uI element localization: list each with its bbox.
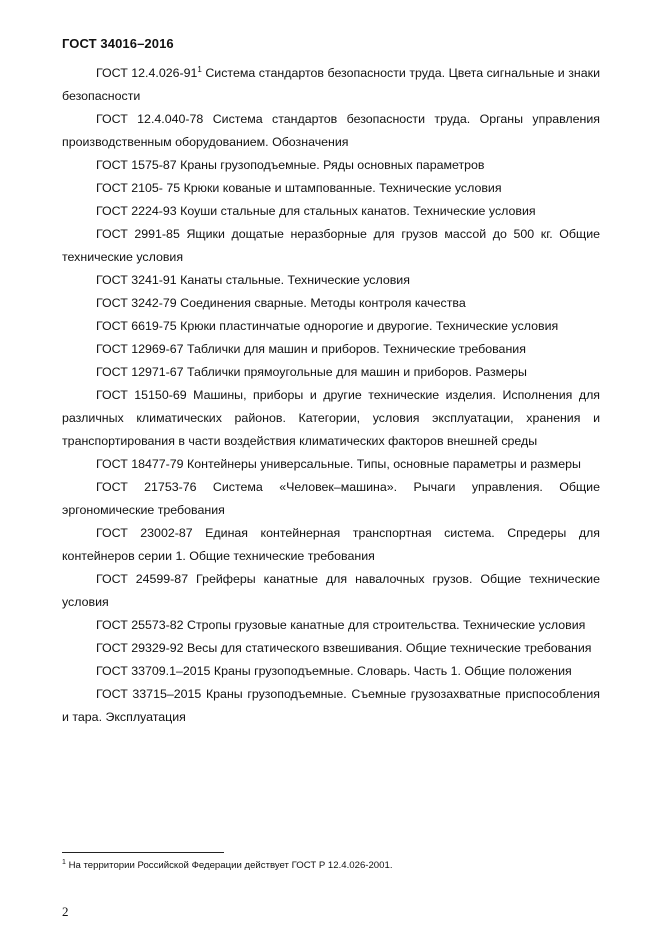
reference-title: Контейнеры универсальные. Типы, основные параметры и размеры — [183, 457, 581, 471]
reference-code: ГОСТ 12969-67 — [96, 342, 184, 356]
reference-code: ГОСТ 25573-82 — [96, 618, 184, 632]
reference-code: ГОСТ 24599-87 — [96, 572, 189, 586]
reference-item — [62, 637, 600, 660]
reference-item — [62, 476, 600, 522]
reference-title: Краны грузоподъемные. Словарь. Часть 1. Общие положения — [210, 664, 572, 678]
reference-code: ГОСТ 3242-79 — [96, 296, 177, 310]
reference-item — [62, 614, 600, 637]
reference-title: Канаты стальные. Технические условия — [176, 273, 410, 287]
footnote-mark: 1 — [62, 858, 66, 866]
reference-title: Таблички для машин и приборов. Технические требования — [183, 342, 526, 356]
reference-code: ГОСТ 33709.1–2015 — [96, 664, 211, 678]
reference-title: Коуши стальные для стальных канатов. Технические условия — [176, 204, 536, 218]
reference-code: ГОСТ 29329-92 — [96, 641, 184, 655]
reference-code: ГОСТ 2991-85 — [96, 227, 180, 241]
page-number: 2 — [62, 904, 69, 919]
reference-item — [62, 384, 600, 453]
reference-title: Краны грузоподъемные. Съемные грузозахватные приспособления и тара. Эксплуатация — [62, 687, 600, 724]
reference-item — [62, 338, 600, 361]
reference-title: Машины, приборы и другие технические изделия. Исполнения для различных климатических районов. Категории, условия эксплуатации, хранения и транспортирования в части воздействия климатических факторов внешней среды — [62, 388, 601, 448]
reference-item — [62, 568, 600, 614]
reference-code: ГОСТ 15150-69 — [96, 388, 187, 402]
reference-item — [62, 154, 600, 177]
reference-item — [62, 453, 600, 476]
reference-code: ГОСТ 1575-87 — [96, 158, 177, 172]
reference-title: Ящики дощатые неразборные для грузов массой до 500 кг. Общие технические условия — [62, 227, 601, 264]
reference-item — [62, 223, 600, 269]
reference-title: Крюки кованые и штампованные. Технические условия — [180, 181, 502, 195]
reference-item — [62, 361, 600, 384]
reference-title: Весы для статического взвешивания. Общие технические требования — [183, 641, 592, 655]
reference-item — [62, 177, 600, 200]
footnote-divider — [62, 852, 224, 853]
reference-item — [62, 522, 600, 568]
reference-item — [62, 292, 600, 315]
reference-code: ГОСТ 2105- 75 — [96, 181, 181, 195]
reference-code: ГОСТ 33715–2015 — [96, 687, 202, 701]
reference-code: ГОСТ 18477-79 — [96, 457, 184, 471]
reference-code: ГОСТ 21753-76 — [96, 480, 197, 494]
reference-code: ГОСТ 2224-93 — [96, 204, 177, 218]
reference-code: ГОСТ 3241-91 — [96, 273, 177, 287]
reference-item — [62, 62, 600, 108]
reference-item — [62, 200, 600, 223]
reference-code: ГОСТ 12.4.040-78 — [96, 112, 204, 126]
document-header: ГОСТ 34016–2016 — [62, 36, 174, 51]
reference-title: Крюки пластинчатые однорогие и двурогие. Технические условия — [176, 319, 559, 333]
reference-item — [62, 315, 600, 338]
footnote-mark[interactable]: 1 — [197, 64, 202, 74]
reference-item — [62, 108, 600, 154]
reference-code: ГОСТ 23002-87 — [96, 526, 193, 540]
reference-title: Система стандартов безопасности труда. Органы управления производственным оборудованием. Обозначения — [62, 112, 600, 149]
footnote-text: На территории Российской Федерации действует ГОСТ Р 12.4.026-2001. — [65, 860, 393, 871]
reference-item — [62, 660, 600, 683]
footnote — [62, 860, 392, 871]
reference-code: ГОСТ 12971-67 — [96, 365, 184, 379]
reference-title: Соединения сварные. Методы контроля качества — [176, 296, 466, 310]
reference-code: ГОСТ 6619-75 — [96, 319, 177, 333]
reference-item — [62, 269, 600, 292]
reference-item — [62, 683, 600, 729]
reference-code: ГОСТ 12.4.026-91 — [96, 66, 198, 80]
reference-title: Таблички прямоугольные для машин и приборов. Размеры — [183, 365, 527, 379]
reference-title: Краны грузоподъемные. Ряды основных параметров — [176, 158, 485, 172]
references-list — [62, 62, 600, 729]
reference-title: Грейферы канатные для навалочных грузов. Общие технические условия — [62, 572, 600, 609]
reference-title: Единая контейнерная транспортная система. Спредеры для контейнеров серии 1. Общие технические требования — [62, 526, 600, 563]
reference-title: Стропы грузовые канатные для строительства. Технические условия — [183, 618, 586, 632]
reference-title: Система стандартов безопасности труда. Цвета сигнальные и знаки безопасности — [62, 66, 600, 103]
reference-title: Система «Человек–машина». Рычаги управления. Общие эргономические требования — [62, 480, 600, 517]
